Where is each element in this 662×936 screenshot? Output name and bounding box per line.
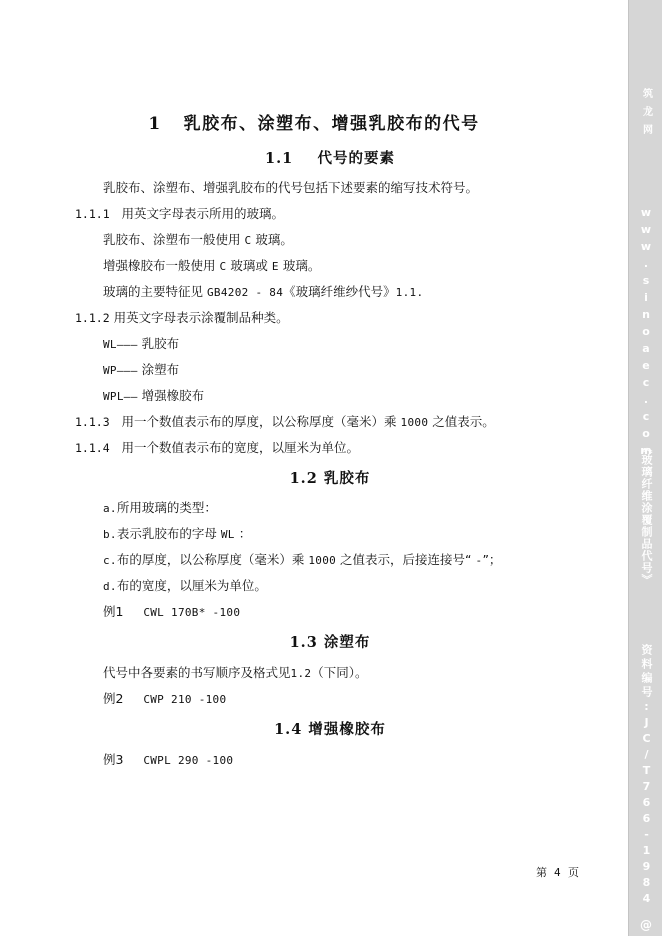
item-1-1-2-text: 用英文字母表示涂覆制品种类。: [113, 310, 289, 325]
section-1-3-ref: 1.2: [290, 667, 312, 680]
element-b-code: WL: [220, 528, 235, 541]
item-1-1-1-number: 1.1.1: [75, 207, 110, 221]
item-1-1-3: [75, 414, 495, 431]
glass-feature-text: 玻璃的主要特征见: [103, 284, 204, 299]
section-1-3-paragraph: [103, 665, 368, 682]
section-1-2-heading: [0, 469, 660, 489]
section-1-2-title: 乳胶布: [323, 471, 371, 487]
code-wl: WL———: [103, 338, 138, 351]
page-suffix: 页: [567, 866, 579, 879]
code-wp: WP———: [103, 364, 138, 377]
glass-type-text-1: 乳胶布、涂塑布一般使用: [103, 232, 241, 247]
element-c-marker: c.: [103, 554, 117, 567]
glass-type-paragraph-2: [103, 258, 320, 275]
section-1-3-text-tail: （下同）。: [311, 665, 368, 680]
code-wp-meaning: 涂塑布: [141, 362, 180, 377]
clause-reference: 1.1.: [395, 286, 424, 299]
code-wl-line: [103, 336, 179, 353]
element-b-marker: b.: [103, 528, 117, 541]
section-1-4-heading: [0, 720, 660, 740]
section-1-number: 1: [148, 114, 162, 134]
glass-type-text-1-tail: 玻璃。: [255, 232, 293, 247]
item-1-1-3-tail: 之值表示。: [432, 414, 495, 429]
item-1-1-2-number: 1.1.2: [75, 311, 110, 325]
example-2: [103, 691, 226, 708]
element-d-marker: d.: [103, 580, 117, 593]
example-3-label: 例3: [103, 752, 124, 767]
section-1-3-number: 1.3: [289, 634, 318, 651]
item-1-1-4: [75, 440, 359, 456]
section-1-1-title: 代号的要素: [317, 151, 395, 167]
standard-reference: GB4202 - 84: [207, 286, 284, 299]
section-1-1-heading: [0, 149, 660, 169]
sidebar-document-title: 《玻璃纤维涂覆制品代号》: [640, 442, 653, 586]
item-1-1-4-number: 1.1.4: [75, 441, 110, 455]
code-wpl-line: [103, 388, 204, 405]
element-b-text: 表示乳胶布的字母: [116, 526, 217, 541]
item-1-1-1-text: 用英文字母表示所用的玻璃。: [121, 206, 285, 221]
example-1-label: 例1: [103, 604, 124, 619]
item-1-1-1: [75, 206, 284, 222]
element-c-text-2: 之值表示，后接连接号“: [340, 552, 472, 567]
section-1-1-number: 1.1: [265, 150, 294, 167]
glass-type-text-2: 增强橡胶布一般使用: [103, 258, 216, 273]
element-c: [103, 552, 501, 569]
section-1-3-text: 代号中各要素的书写顺序及格式见: [103, 665, 291, 680]
element-c-dash: -: [475, 554, 483, 567]
code-wpl: WPL——: [103, 390, 138, 403]
element-d: [103, 578, 267, 595]
section-1-2-number: 1.2: [289, 470, 318, 487]
item-1-1-3-value: 1000: [400, 416, 429, 429]
element-a: [103, 500, 217, 517]
example-1-code: CWL 170B* -100: [143, 606, 241, 619]
element-c-text: 布的厚度，以公称厚度（毫米）乘: [116, 552, 305, 567]
glass-code-c: C: [244, 234, 252, 247]
section-1-title: 乳胶布、涂塑布、增强乳胶布的代号: [183, 114, 480, 134]
page-prefix: 第: [536, 866, 547, 879]
example-1: [103, 604, 240, 621]
example-3: [103, 752, 233, 769]
page-number: 4: [554, 866, 561, 879]
example-2-code: CWP 210 -100: [143, 693, 227, 706]
section-1-3-title: 涂塑布: [323, 635, 371, 651]
element-a-text: 所用玻璃的类型：: [116, 500, 217, 515]
section-1-1-intro: 乳胶布、涂塑布、增强乳胶布的代号包括下述要素的缩写技术符号。: [103, 180, 479, 195]
sidebar-url: www.sinoaec.com: [639, 206, 653, 461]
sidebar-site-name: 筑龙网: [640, 88, 652, 142]
glass-type-paragraph-1: [103, 232, 293, 249]
standard-title: 《玻璃纤维纱代号》: [283, 284, 396, 299]
glass-code-c-2: C: [219, 260, 227, 273]
section-1-heading: [0, 113, 628, 135]
element-c-text-3: ”；: [482, 552, 502, 567]
code-wpl-meaning: 增强橡胶布: [141, 388, 205, 403]
example-3-code: CWPL 290 -100: [143, 754, 234, 767]
page-number-footer: [536, 864, 579, 880]
example-2-label: 例2: [103, 691, 124, 706]
section-1-4-title: 增强橡胶布: [308, 722, 386, 738]
watermark-sidebar: [628, 0, 662, 936]
glass-type-text-2-or: 玻璃或: [230, 258, 268, 273]
section-1-3-heading: [0, 633, 660, 653]
element-a-marker: a.: [103, 502, 117, 515]
sidebar-mark: @: [639, 918, 653, 932]
element-b: [103, 526, 251, 543]
element-b-colon: ：: [238, 526, 252, 541]
item-1-1-3-number: 1.1.3: [75, 415, 110, 429]
item-1-1-2: [75, 310, 289, 326]
glass-type-text-2-tail: 玻璃。: [282, 258, 321, 273]
code-wl-meaning: 乳胶布: [141, 336, 180, 351]
glass-feature-paragraph: [103, 284, 423, 301]
glass-code-e: E: [271, 260, 279, 273]
sidebar-document-code: 资料编号:JC/T766-1984: [640, 644, 653, 908]
section-1-4-number: 1.4: [274, 721, 303, 738]
item-1-1-3-text: 用一个数值表示布的厚度，以公称厚度（毫米）乘: [121, 414, 397, 429]
item-1-1-4-text: 用一个数值表示布的宽度，以厘米为单位。: [121, 440, 360, 455]
element-d-text: 布的宽度，以厘米为单位。: [116, 578, 267, 593]
element-c-value: 1000: [308, 554, 337, 567]
code-wp-line: [103, 362, 179, 379]
